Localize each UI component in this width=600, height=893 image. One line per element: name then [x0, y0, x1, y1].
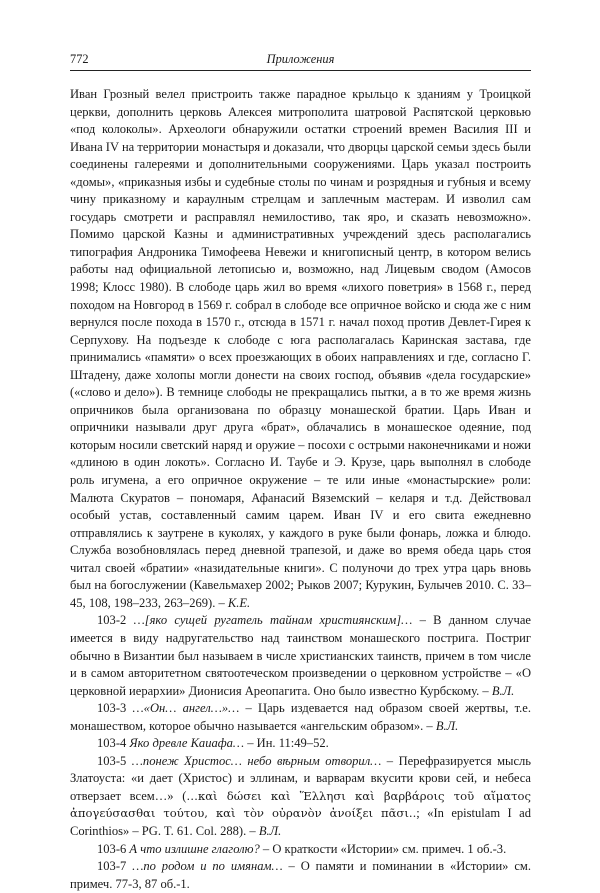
author-signature: В.Л. — [491, 683, 515, 698]
note-lemma: …понеж Христос… небо вѣрным отворил… — [131, 753, 382, 768]
page-number: 772 — [70, 52, 89, 66]
note-number: 103-7 — [97, 859, 127, 874]
section-title: Приложения — [266, 52, 335, 66]
note-103-2 — [70, 612, 531, 700]
note-number: 103-2 — [97, 613, 127, 628]
running-head — [70, 52, 531, 68]
note-lemma: …[яко сущей ругатель тайнам християнским]… — [133, 613, 413, 628]
body-text — [70, 86, 531, 893]
note-number: 103-6 — [97, 841, 127, 856]
author-signature: В.Л. — [435, 718, 459, 733]
paragraph-text: Иван Грозный велел пристроить также парадное крыльцо к зданиям у Троицкой церкви, дополнить церковь Алексея митрополита шатровой Распятской церковью «под колоколы». Археологи обнаружили остатки строений времен Василия III и Ивана IV на территории монастыря и доказали, что дворцы царской семьи здесь были соединены галереями и дополнительными сооружениями. Царь указал построить «домы», «приказныя избы и судебные столы по чинам и розрядныя и губныя и всему чину приказному и караулным стрелцам и заплечным мастерам. И изволил сам государь смотрети и расправлял немилостиво, так яро, и сказать невозможно». Помимо царской Казны и административных учреждений здесь располагались типография Андроника Тимофеева Невежи и книгописный центр, в котором велись работы над официальной летописью и, возможно, над Лицевым сводом (Амосов 1998; Клосс 1980). В слободе царь жил во время «лихого поветрия» в 1568 г., перед походом на Новгород в 1569 г. собрал в слободе все опричное войско и сюда же с ним вернулся после похода в 1570 г., отсюда в 1571 г. начал поход против Девлет-Гирея к Серпухову. На подъезде к слободе с юга располагалась Каринская застава, где принимались «памяти» о всех проезжающих в обоих направлениях и где, согласно Г. Штадену, даже холопы могли донести на своих господ, объявив «дела государские» («слово и дело»). В темнице слободы не прекращались пытки, а в то же время жизнь опричников была организована по образцу монашеской братии. Царь Иван и опричники называли друг друга «брат», облачались в монашеское одеяние, под которым носили светский наряд и оружие – посохи с острыми наконечниками и ножи «длиною в один локоть». Согласно И. Таубе и Э. Крузе, царь выполнял в слободе роль игумена, а его опричное окружение – те или иные «монастырские» роли: Малюта Скуратов – пономаря, Афанасий Вяземский – келаря и т.д. Действовал особый устав, составленный самим царем. Иван IV и его свита ежедневно отправлялись к заутрене в куколях, у каждого в руке были фонарь, ложка и блюдо. Служба возобновлялась перед дневной трапезой, и даже во время обеда царь стоя читал своей «братии» «назидательные книги». С полуночи до трех утра царь вновь был на богослужении (Кавельмахер 2002; Рыков 2007; Курукин, Булычев 2010. С. 33–45, 108, 198–233, 263–269). – — [70, 87, 531, 610]
note-text-continued: ; «In epistulam I ad Corinthios» – PG. T. 61. Col. 288). – — [70, 806, 531, 838]
note-text: – В данном случае имеется в виду надругательство над таинством монашеского пострига. Постриг обычно в Византии был называем в числе христианских таинств, причем в том числе и в самом авторитетном святоотеческом произведении о церковном устройстве – «О церковной иерархии» Дионисия Ареопагита. Оно было известно Курбскому. – — [70, 613, 531, 698]
note-number: 103-3 — [97, 701, 127, 716]
note-lemma: Яко древле Каиафа… — [129, 736, 245, 751]
author-signature: В.Л. — [258, 823, 282, 838]
note-103-5 — [70, 753, 531, 841]
paragraph-intro — [70, 86, 531, 612]
note-text: – О памяти и поминании в «Истории» см. примеч. 77-3, 87 об.-1. — [70, 859, 531, 891]
note-lemma: …по родом и по имянам… — [132, 859, 283, 874]
note-number: 103-5 — [97, 753, 127, 768]
note-103-3 — [70, 700, 531, 735]
note-number: 103-4 — [97, 736, 127, 751]
note-text: – О краткости «Истории» см. примеч. 1 об.-3. — [259, 841, 507, 856]
note-text: – Ин. 11:49–52. — [244, 736, 329, 751]
author-signature: К.Е. — [227, 595, 251, 610]
note-lemma: А что излишне глаголю? — [129, 841, 260, 856]
note-text: – Царь издевается над образом своей жертвы, т.е. монашеством, которое обычно называется «ангельским образом». – — [70, 701, 531, 733]
note-103-4 — [70, 735, 531, 753]
note-103-6 — [70, 841, 531, 859]
note-text: – Перефразируется мысль Златоуста: «и дает (Христос) и эллинам, и варварам вкусити крови сей, и небеса отверзает всем…» ( — [70, 753, 532, 803]
note-lemma: …«Он… ангел…»… — [132, 701, 240, 716]
greek-quote: …καὶ δώσει καὶ Ἕλλησι καὶ βαρβάροις τοῦ αἵματος ἀπογεύσασθαι τούτου, καὶ τὸν οὐρανὸν ἀνοίξει πᾶσι.. — [70, 788, 531, 821]
header-rule — [70, 70, 531, 71]
note-103-7 — [70, 858, 531, 893]
